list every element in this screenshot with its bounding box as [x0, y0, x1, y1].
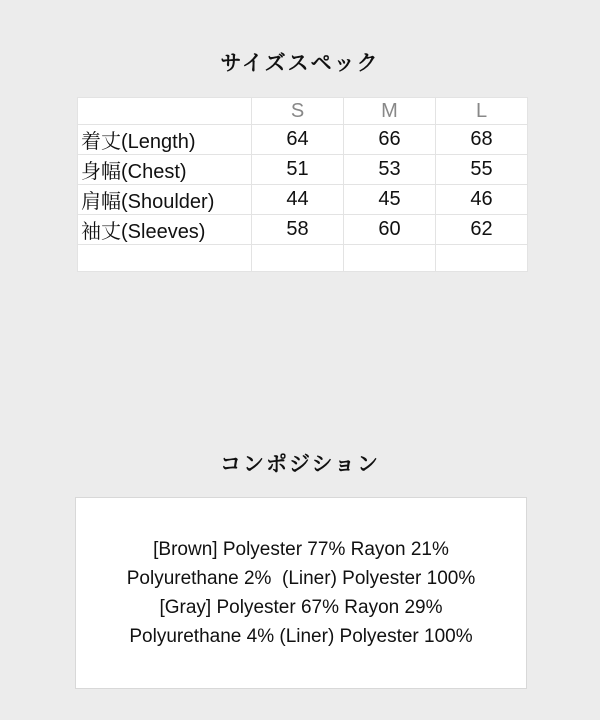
composition-line: [Brown] Polyester 77% Rayon 21% [153, 539, 449, 560]
cell-value: 66 [344, 125, 436, 155]
cell-value: 53 [344, 155, 436, 185]
table-row-shoulder [78, 185, 528, 215]
cell-value: 60 [344, 215, 436, 245]
composition-title: コンポジション [219, 452, 381, 476]
table-header-row [78, 98, 528, 125]
cell-value: 44 [252, 185, 344, 215]
row-label: 袖丈(Sleeves) [78, 215, 252, 245]
cell-value: 46 [436, 185, 528, 215]
cell-value: 62 [436, 215, 528, 245]
composition-line: Polyurethane 2% (Liner) Polyester 100% [126, 568, 476, 589]
table-row-chest [78, 155, 528, 185]
table-row-empty [78, 245, 528, 272]
cell-value: 45 [344, 185, 436, 215]
column-header-m: M [344, 98, 436, 125]
cell-value: 64 [252, 125, 344, 155]
cell-value: 58 [252, 215, 344, 245]
composition-line: [Gray] Polyester 67% Rayon 29% [159, 597, 443, 618]
size-spec-title: サイズスペック [220, 51, 380, 75]
table-row-sleeves [78, 215, 528, 245]
composition-line: Polyurethane 4% (Liner) Polyester 100% [129, 626, 473, 647]
empty-cell [252, 245, 344, 272]
header-empty-cell [78, 98, 252, 125]
cell-value: 51 [252, 155, 344, 185]
size-spec-table [77, 97, 528, 272]
composition-box [75, 497, 527, 689]
empty-cell [78, 245, 252, 272]
column-header-l: L [436, 98, 528, 125]
row-label: 肩幅(Shoulder) [78, 185, 252, 215]
column-header-s: S [252, 98, 344, 125]
row-label: 着丈(Length) [78, 125, 252, 155]
row-label: 身幅(Chest) [78, 155, 252, 185]
table-row-length [78, 125, 528, 155]
empty-cell [344, 245, 436, 272]
cell-value: 68 [436, 125, 528, 155]
empty-cell [436, 245, 528, 272]
cell-value: 55 [436, 155, 528, 185]
